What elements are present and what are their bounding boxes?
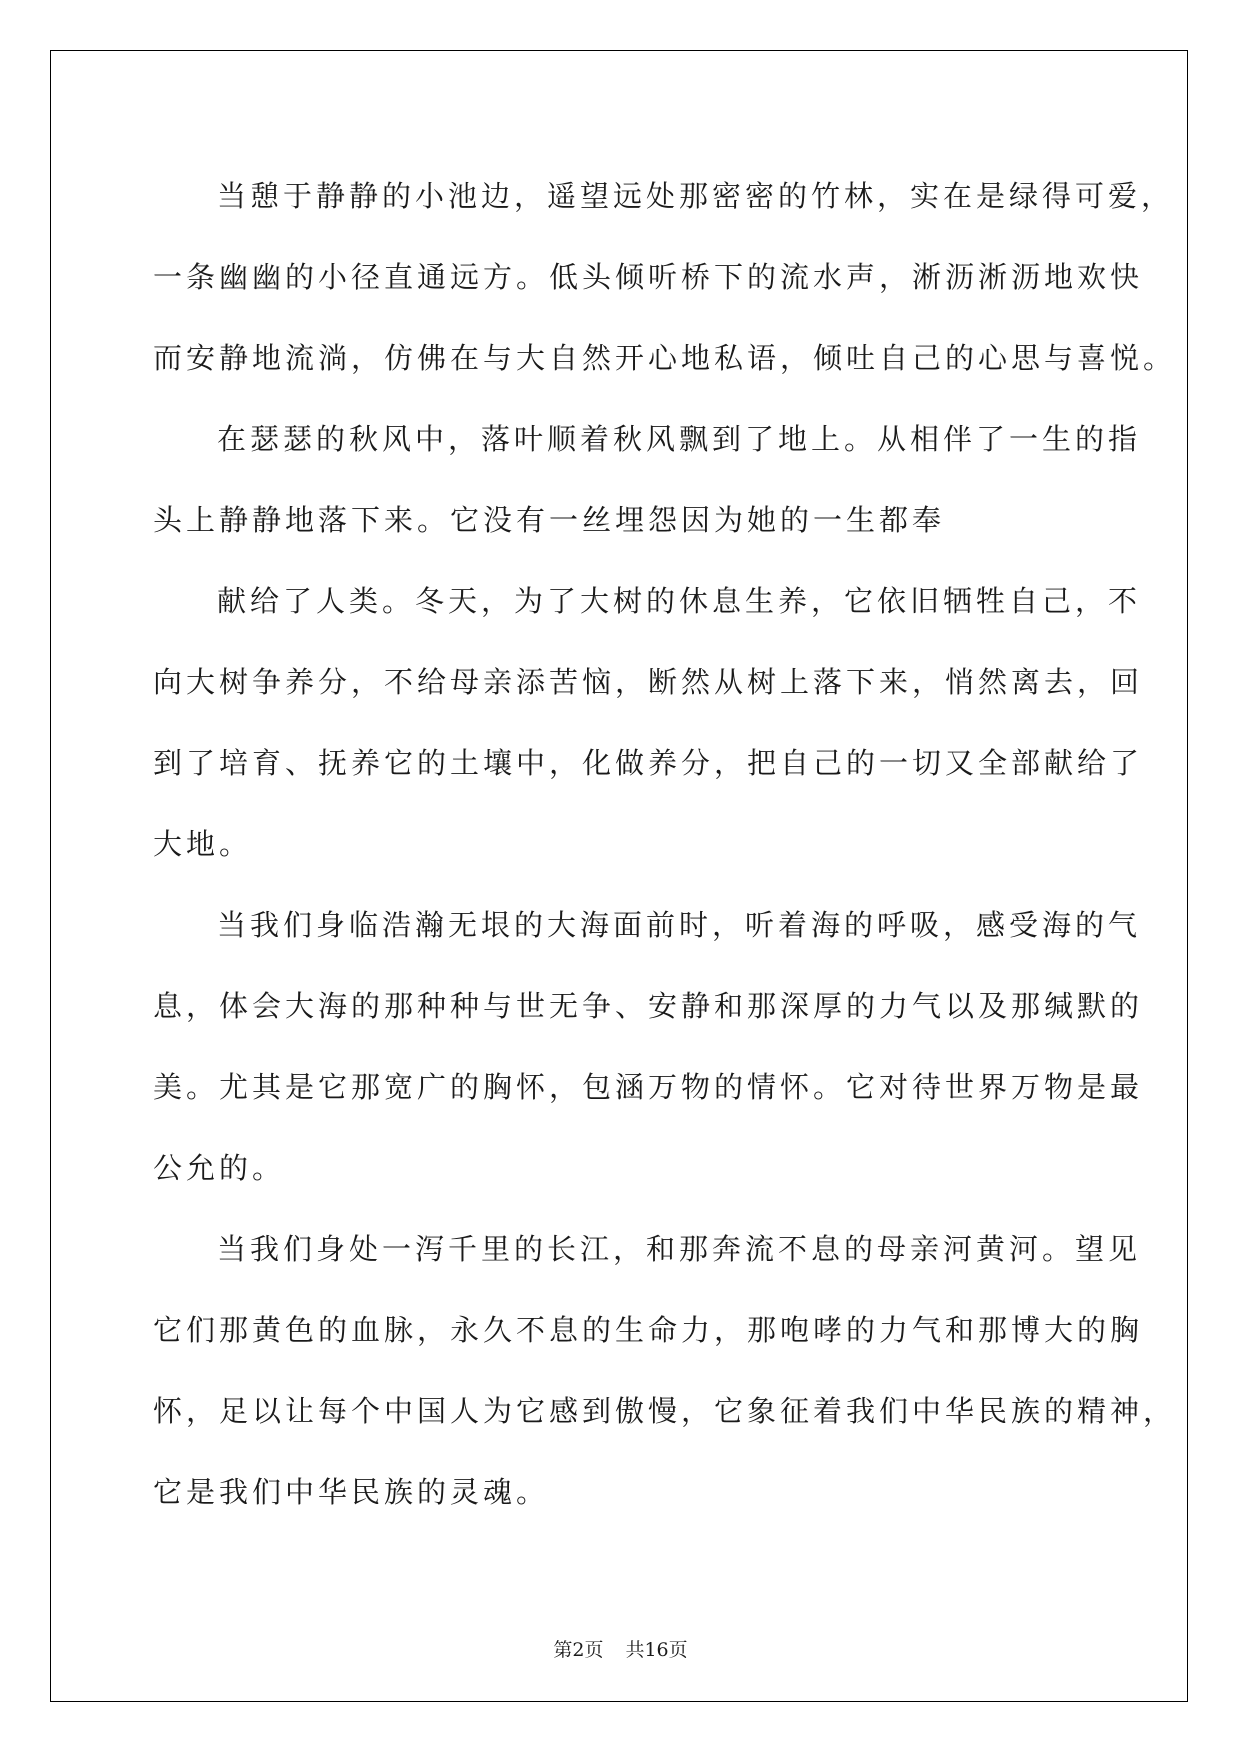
paragraph-line: 当我们身处一泻千里的长江，和那奔流不息的母亲河黄河。望见	[217, 1232, 1142, 1266]
page-number-current: 第2页	[553, 1639, 604, 1661]
paragraph-line: 大地。	[153, 827, 253, 861]
paragraph-line: 献给了人类。冬天，为了大树的休息生养，它依旧牺牲自己，不	[217, 584, 1142, 618]
paragraph-line: 头上静静地落下来。它没有一丝埋怨因为她的一生都奉	[153, 503, 946, 537]
paragraph-line: 向大树争养分，不给母亲添苦恼，断然从树上落下来，悄然离去，回	[153, 665, 1144, 699]
paragraph-line: 当憩于静静的小池边，遥望远处那密密的竹林，实在是绿得可爱，	[217, 179, 1175, 213]
paragraph-line: 一条幽幽的小径直通远方。低头倾听桥下的流水声，淅沥淅沥地欢快	[153, 260, 1144, 294]
paragraph-line: 息，体会大海的那种种与世无争、安静和那深厚的力气以及那缄默的	[153, 989, 1144, 1023]
paragraph-line: 它是我们中华民族的灵魂。	[153, 1475, 550, 1509]
paragraph-line: 到了培育、抚养它的土壤中，化做养分，把自己的一切又全部献给了	[153, 746, 1144, 780]
paragraph-line: 美。尤其是它那宽广的胸怀，包涵万物的情怀。它对待世界万物是最	[153, 1070, 1144, 1104]
paragraph-line: 它们那黄色的血脉，永久不息的生命力，那咆哮的力气和那博大的胸	[153, 1313, 1144, 1347]
paragraph-line: 在瑟瑟的秋风中，落叶顺着秋风飘到了地上。从相伴了一生的指	[217, 422, 1142, 456]
paragraph-line: 而安静地流淌，仿佛在与大自然开心地私语，倾吐自己的心思与喜悦。	[153, 341, 1177, 375]
paragraph-line: 当我们身临浩瀚无垠的大海面前时，听着海的呼吸，感受海的气	[217, 908, 1142, 942]
page-number-total: 共16页	[625, 1639, 688, 1661]
document-body	[153, 156, 1177, 1533]
paragraph-line: 公允的。	[153, 1151, 286, 1185]
page-footer	[0, 1635, 1241, 1662]
paragraph-line: 怀，足以让每个中国人为它感到傲慢，它象征着我们中华民族的精神，	[153, 1394, 1177, 1428]
